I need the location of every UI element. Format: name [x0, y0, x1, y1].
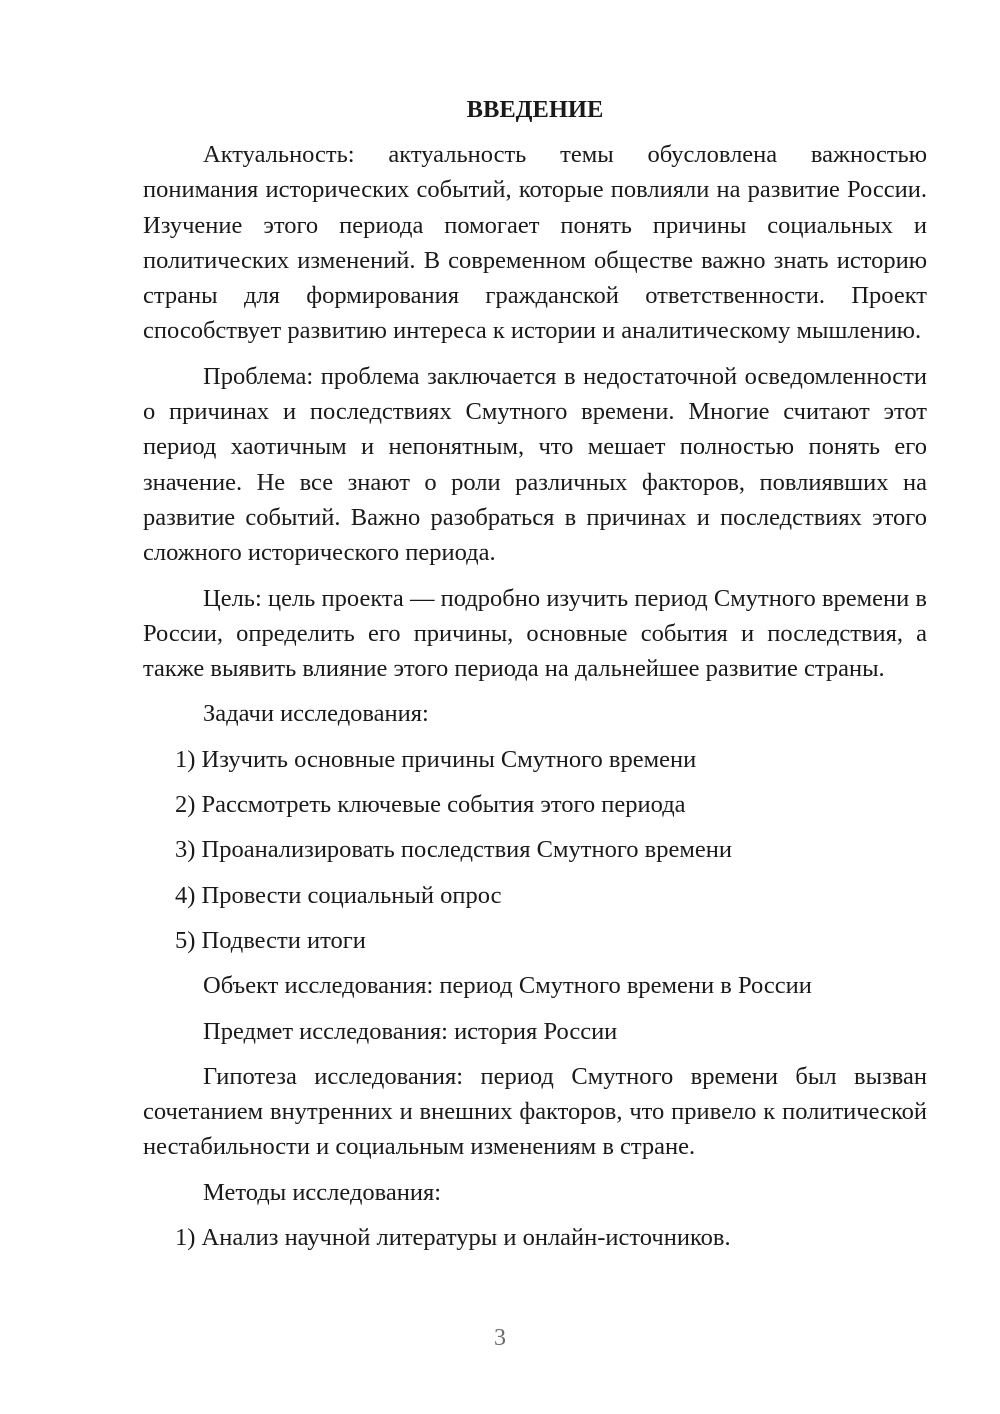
list-item: 5) Подвести итоги — [175, 926, 366, 954]
research-object: Объект исследования: период Смутного времени в России — [203, 972, 812, 1000]
page-number: 3 — [494, 1325, 506, 1351]
hypothesis-paragraph: Гипотеза исследования: период Смутного времени был вызван сочетанием внутренних и внешних факторов, что привело к политической нестабильности и социальным изменениям в стране. — [143, 1062, 927, 1161]
methods-list — [143, 1220, 927, 1255]
methods-heading: Методы исследования: — [203, 1178, 442, 1206]
list-item: 2) Рассмотреть ключевые события этого периода — [175, 791, 686, 819]
list-item: 4) Провести социальный опрос — [175, 881, 502, 909]
relevance-paragraph: Актуальность: актуальность темы обусловлена важностью понимания исторических событий, которые повлияли на развитие России. Изучение этого периода помогает понять причины социальных и политических изменений. В современном обществе важно знать историю страны для формирования гражданской ответственности. Проект способствует развитию интереса к истории и аналитическому мышлению. — [143, 141, 927, 345]
list-item: 1) Изучить основные причины Смутного времени — [175, 745, 697, 773]
page-content — [143, 92, 927, 1265]
research-subject: Предмет исследования: история России — [203, 1017, 618, 1045]
tasks-heading: Задачи исследования: — [203, 700, 429, 728]
section-title: ВВЕДЕНИЕ — [466, 96, 604, 123]
list-item: 1) Анализ научной литературы и онлайн-источников. — [175, 1224, 731, 1252]
problem-paragraph: Проблема: проблема заключается в недостаточной осведомленности о причинах и последствиях Смутного времени. Многие считают этот период хаотичным и непонятным, что мешает полностью понять его значение. Не все знают о роли различных факторов, повлиявших на развитие событий. Важно разобраться в причинах и последствиях этого сложного исторического периода. — [143, 362, 927, 567]
tasks-list — [143, 742, 927, 958]
list-item: 3) Проанализировать последствия Смутного времени — [175, 836, 732, 864]
goal-paragraph: Цель: цель проекта — подробно изучить период Смутного времени в России, определить его причины, основные события и последствия, а также выявить влияние этого периода на дальнейшее развитие страны. — [143, 584, 927, 683]
